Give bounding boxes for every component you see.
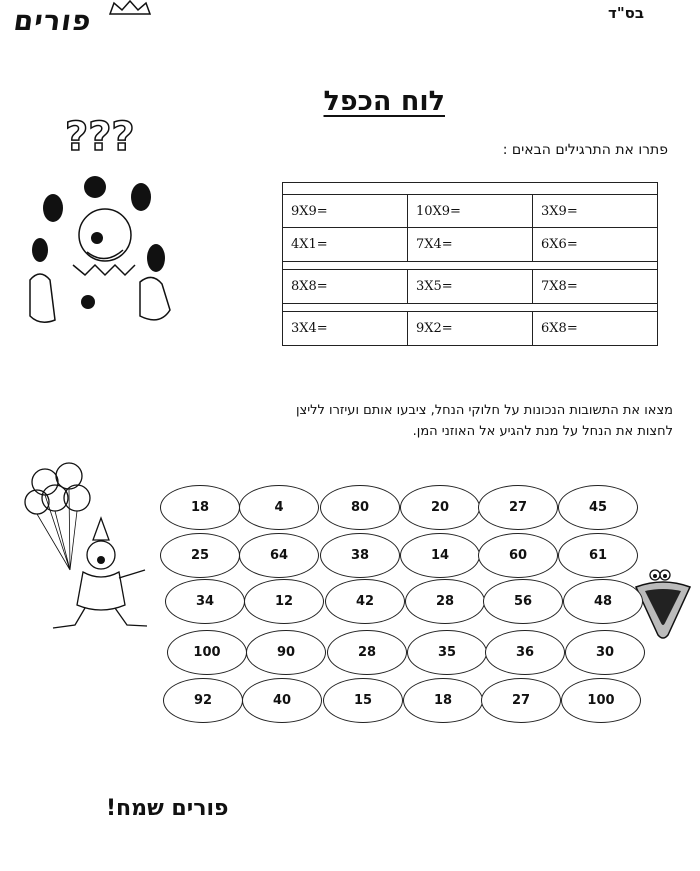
river-stone[interactable]: 27 bbox=[481, 678, 561, 723]
footer-greeting: פורים שמח! bbox=[106, 796, 229, 821]
river-stone[interactable]: 60 bbox=[478, 533, 558, 578]
river-stone[interactable]: 15 bbox=[323, 678, 403, 723]
table-row bbox=[283, 228, 658, 262]
instruction-2: מצאו את התשובות הנכונות על חלוקי הנחל, ציבעו אותם ועיזרו לליצן לחצות את הנחל על מנת להגיע אל האוזני המן. bbox=[295, 403, 673, 439]
exercise-cell[interactable]: 6X8= bbox=[533, 312, 658, 346]
river-stone[interactable]: 35 bbox=[407, 630, 487, 675]
page-title: לוח הכפל bbox=[323, 86, 445, 117]
exercise-cell[interactable]: 3X5= bbox=[407, 270, 532, 304]
river-stone[interactable]: 20 bbox=[400, 485, 480, 530]
river-stone[interactable]: 90 bbox=[246, 630, 326, 675]
river-stone[interactable]: 38 bbox=[320, 533, 400, 578]
exercise-cell[interactable]: 10X9= bbox=[407, 194, 532, 228]
river-stone[interactable]: 45 bbox=[558, 485, 638, 530]
juggling-clown-icon bbox=[25, 110, 185, 345]
river-stone[interactable]: 25 bbox=[160, 533, 240, 578]
balloon-clown-icon bbox=[15, 460, 155, 640]
river-stone[interactable]: 18 bbox=[160, 485, 240, 530]
exercise-table bbox=[282, 182, 658, 346]
river-stone[interactable]: 48 bbox=[563, 579, 643, 624]
exercise-cell[interactable]: 8X8= bbox=[283, 270, 408, 304]
river-stone[interactable]: 36 bbox=[485, 630, 565, 675]
river-stone[interactable]: 28 bbox=[327, 630, 407, 675]
exercise-cell[interactable]: 6X6= bbox=[533, 228, 658, 262]
river-stone[interactable]: 100 bbox=[561, 678, 641, 723]
table-row bbox=[283, 270, 658, 304]
river-stone[interactable]: 28 bbox=[405, 579, 485, 624]
river-stone[interactable]: 30 bbox=[565, 630, 645, 675]
instruction-1: פתרו את התרגילים הבאים : bbox=[502, 142, 668, 158]
exercise-cell[interactable]: 7X8= bbox=[533, 270, 658, 304]
exercise-cell[interactable]: 7X4= bbox=[407, 228, 532, 262]
river-stone[interactable]: 42 bbox=[325, 579, 405, 624]
river-stone[interactable]: 80 bbox=[320, 485, 400, 530]
exercise-cell[interactable]: 3X4= bbox=[283, 312, 408, 346]
question-marks-icon: ??? bbox=[65, 114, 135, 160]
river-stone[interactable]: 27 bbox=[478, 485, 558, 530]
river-stone[interactable]: 92 bbox=[163, 678, 243, 723]
exercise-cell[interactable]: 3X9= bbox=[533, 194, 658, 228]
exercise-cell[interactable]: 9X9= bbox=[283, 194, 408, 228]
river-stone[interactable]: 18 bbox=[403, 678, 483, 723]
table-row bbox=[283, 194, 658, 228]
river-stone[interactable]: 64 bbox=[239, 533, 319, 578]
exercise-cell[interactable]: 9X2= bbox=[407, 312, 532, 346]
exercise-cell[interactable]: 4X1= bbox=[283, 228, 408, 262]
table-row bbox=[283, 312, 658, 346]
river-stone[interactable]: 12 bbox=[244, 579, 324, 624]
river-stone[interactable]: 100 bbox=[167, 630, 247, 675]
bsd-marker: בס"ד bbox=[608, 4, 644, 22]
river-stone[interactable]: 34 bbox=[165, 579, 245, 624]
stone-maze bbox=[160, 485, 640, 725]
river-stone[interactable]: 61 bbox=[558, 533, 638, 578]
river-stone[interactable]: 4 bbox=[239, 485, 319, 530]
crown-icon bbox=[108, 0, 152, 16]
logo-word: פורים bbox=[11, 4, 94, 37]
river-stone[interactable]: 14 bbox=[400, 533, 480, 578]
river-stone[interactable]: 40 bbox=[242, 678, 322, 723]
river-stone[interactable]: 56 bbox=[483, 579, 563, 624]
